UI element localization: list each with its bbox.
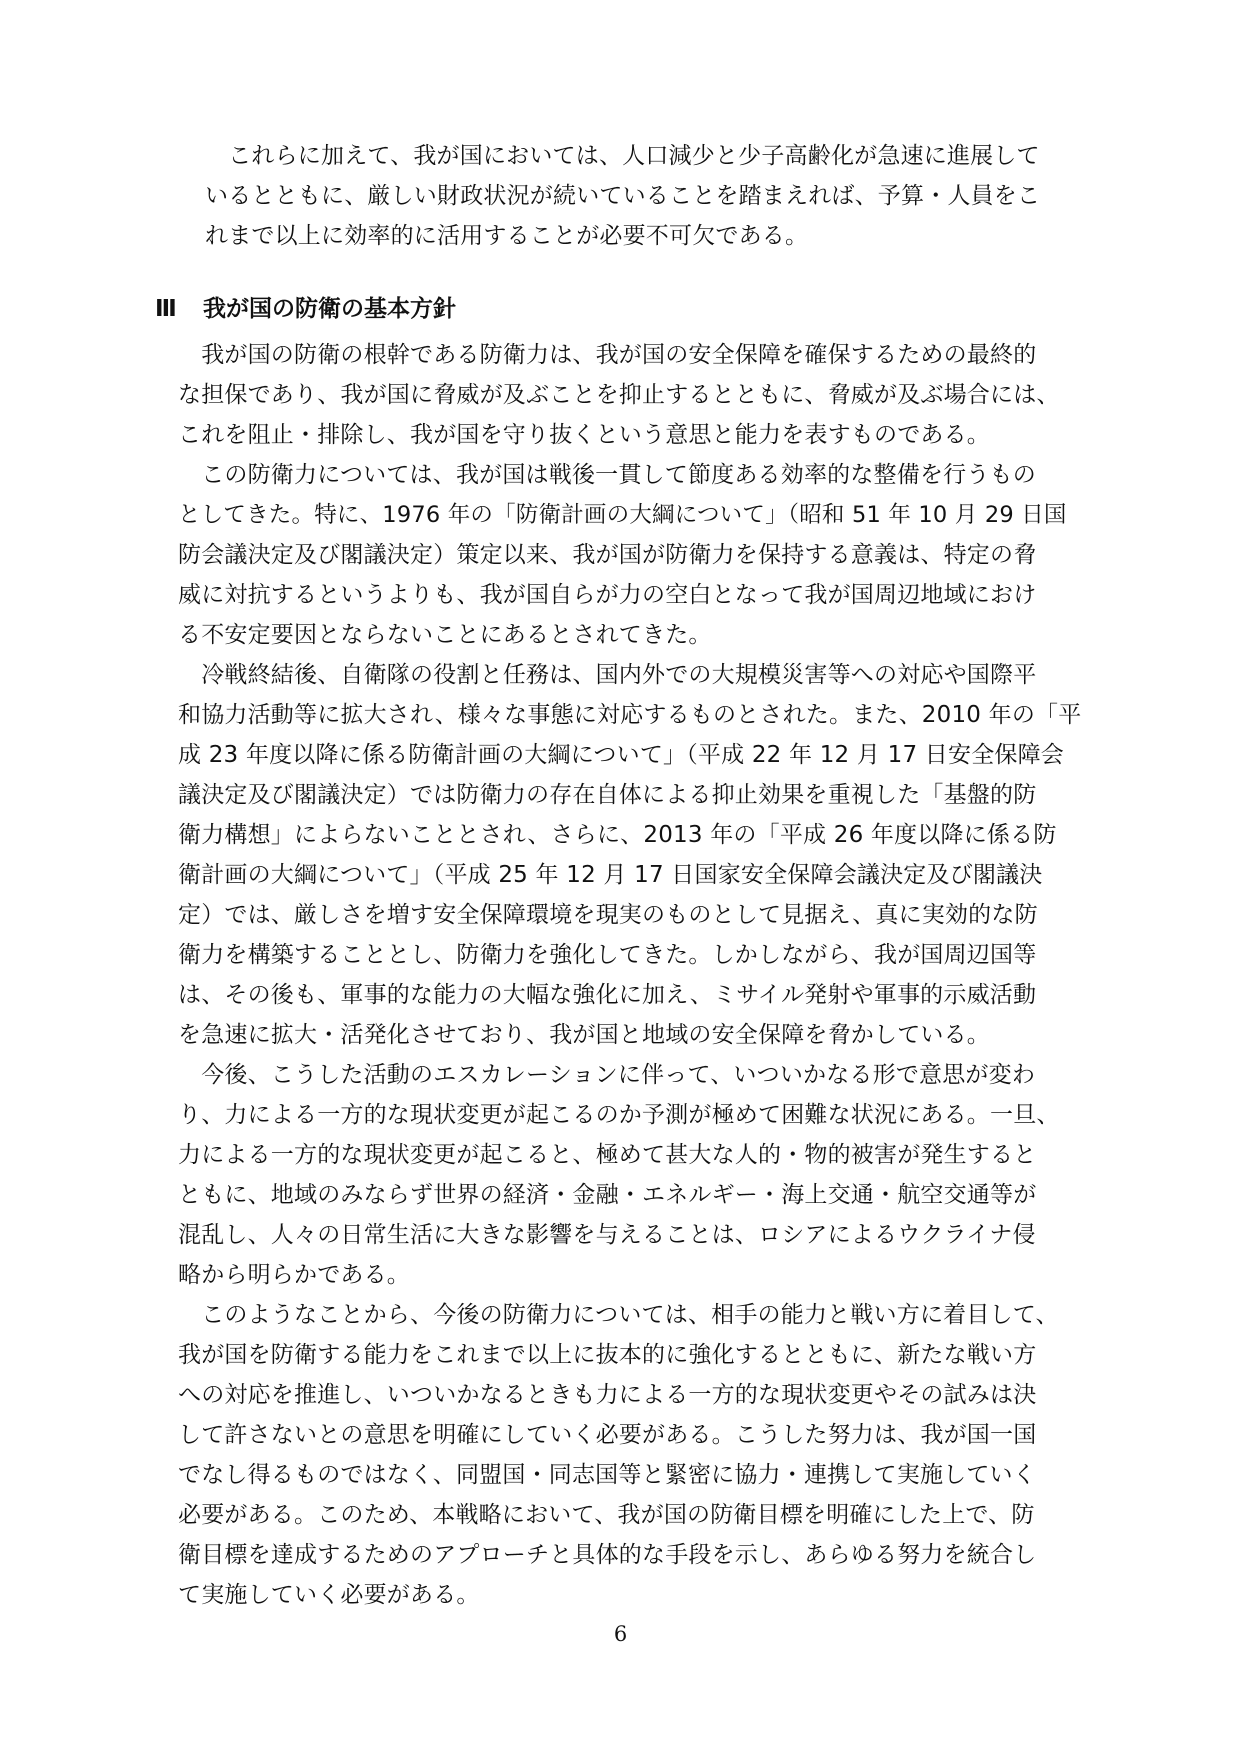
body-line: でなし得るものではなく、同盟国・同志国等と緊密に協力・連携して実施していく [178,1462,1036,1488]
body-line: 議決定及び閣議決定）では防衛力の存在自体による抑止効果を重視した「基盤的防 [178,782,1037,808]
body-line: 衛力を構築することとし、防衛力を強化してきた。しかしながら、我が国周辺国等 [178,942,1037,968]
body-line: して許さないとの意思を明確にしていく必要がある。こうした努力は、我が国一国 [178,1422,1037,1448]
body-line: 略から明らかである。 [178,1262,410,1288]
body-line: る不安定要因とならないことにあるとされてきた。 [178,622,712,648]
section-heading [155,294,456,324]
body-line: な担保であり、我が国に脅威が及ぶことを抑止するとともに、脅威が及ぶ場合には、 [178,382,1060,408]
body-line: 和協力活動等に拡大され、様々な事態に対応するものとされた。また、2010 年の「平 [178,702,1082,728]
body-line: への対応を推進し、いついかなるときも力による一方的な現状変更やその試みは決 [178,1382,1037,1408]
body-line: 定）では、厳しさを増す安全保障環境を現実のものとして見据え、真に実効的な防 [178,902,1038,928]
body-line: を急速に拡大・活発化させており、我が国と地域の安全保障を脅かしている。 [178,1022,990,1048]
body-line: 必要がある。このため、本戦略において、我が国の防衛目標を明確にした上で、防 [178,1502,1035,1528]
body-line: このようなことから、今後の防衛力については、相手の能力と戦い方に着目して、 [178,1302,1059,1328]
body-line: 混乱し、人々の日常生活に大きな影響を与えることは、ロシアによるウクライナ侵 [178,1222,1036,1248]
body-line: 今後、こうした活動のエスカレーションに伴って、いついかなる形で意思が変わ [178,1062,1036,1088]
body-line: ともに、地域のみならず世界の経済・金融・エネルギー・海上交通・航空交通等が [178,1182,1037,1208]
body-line: としてきた。特に、1976 年の「防衛計画の大綱について」（昭和 51 年 10 月 29 日国 [178,502,1067,528]
body-line: 防会議決定及び閣議決定）策定以来、我が国が防衛力を保持する意義は、特定の脅 [178,542,1037,568]
body-line: 衛目標を達成するためのアプローチと具体的な手段を示し、あらゆる努力を統合し [178,1542,1037,1568]
body-line: 冷戦終結後、自衛隊の役割と任務は、国内外での大規模災害等への対応や国際平 [178,662,1037,688]
intro-line: れまで以上に効率的に活用することが必要不可欠である。 [205,223,809,249]
body-line: 威に対抗するというよりも、我が国自らが力の空白となって我が国周辺地域におけ [178,582,1037,608]
body-line: 衛計画の大綱について」（平成 25 年 12 月 17 日国家安全保障会議決定及び閣議決 [178,862,1043,888]
body-line: て実施していく必要がある。 [178,1582,480,1608]
intro-line: これらに加えて、我が国においては、人口減少と少子高齢化が急速に進展して [205,143,1040,169]
body-line: 衛力構想」によらないこととされ、さらに、2013 年の「平成 26 年度以降に係る防 [178,822,1057,848]
body-line: り、力による一方的な現状変更が起こるのか予測が極めて困難な状況にある。一旦、 [178,1102,1060,1128]
page-number: 6 [613,1622,628,1646]
body-line: 力による一方的な現状変更が起こると、極めて甚大な人的・物的被害が発生すると [178,1142,1037,1168]
body-line: これを阻止・排除し、我が国を守り抜くという意思と能力を表すものである。 [178,422,990,448]
body-line: は、その後も、軍事的な能力の大幅な強化に加え、ミサイル発射や軍事的示威活動 [178,982,1037,1008]
body-line: 我が国を防衛する能力をこれまで以上に抜本的に強化するとともに、新たな戦い方 [178,1342,1037,1368]
section-number: Ⅲ [155,296,177,322]
section-title: 我が国の防衛の基本方針 [203,296,456,322]
body-line: 成 23 年度以降に係る防衛計画の大綱について」（平成 22 年 12 月 17 日安全保障会 [178,742,1064,768]
intro-line: いるとともに、厳しい財政状況が続いていることを踏まえれば、予算・人員をこ [205,183,1041,209]
body-line: 我が国の防衛の根幹である防衛力は、我が国の安全保障を確保するための最終的 [178,342,1037,368]
body-line: この防衛力については、我が国は戦後一貫して節度ある効率的な整備を行うもの [178,462,1036,488]
